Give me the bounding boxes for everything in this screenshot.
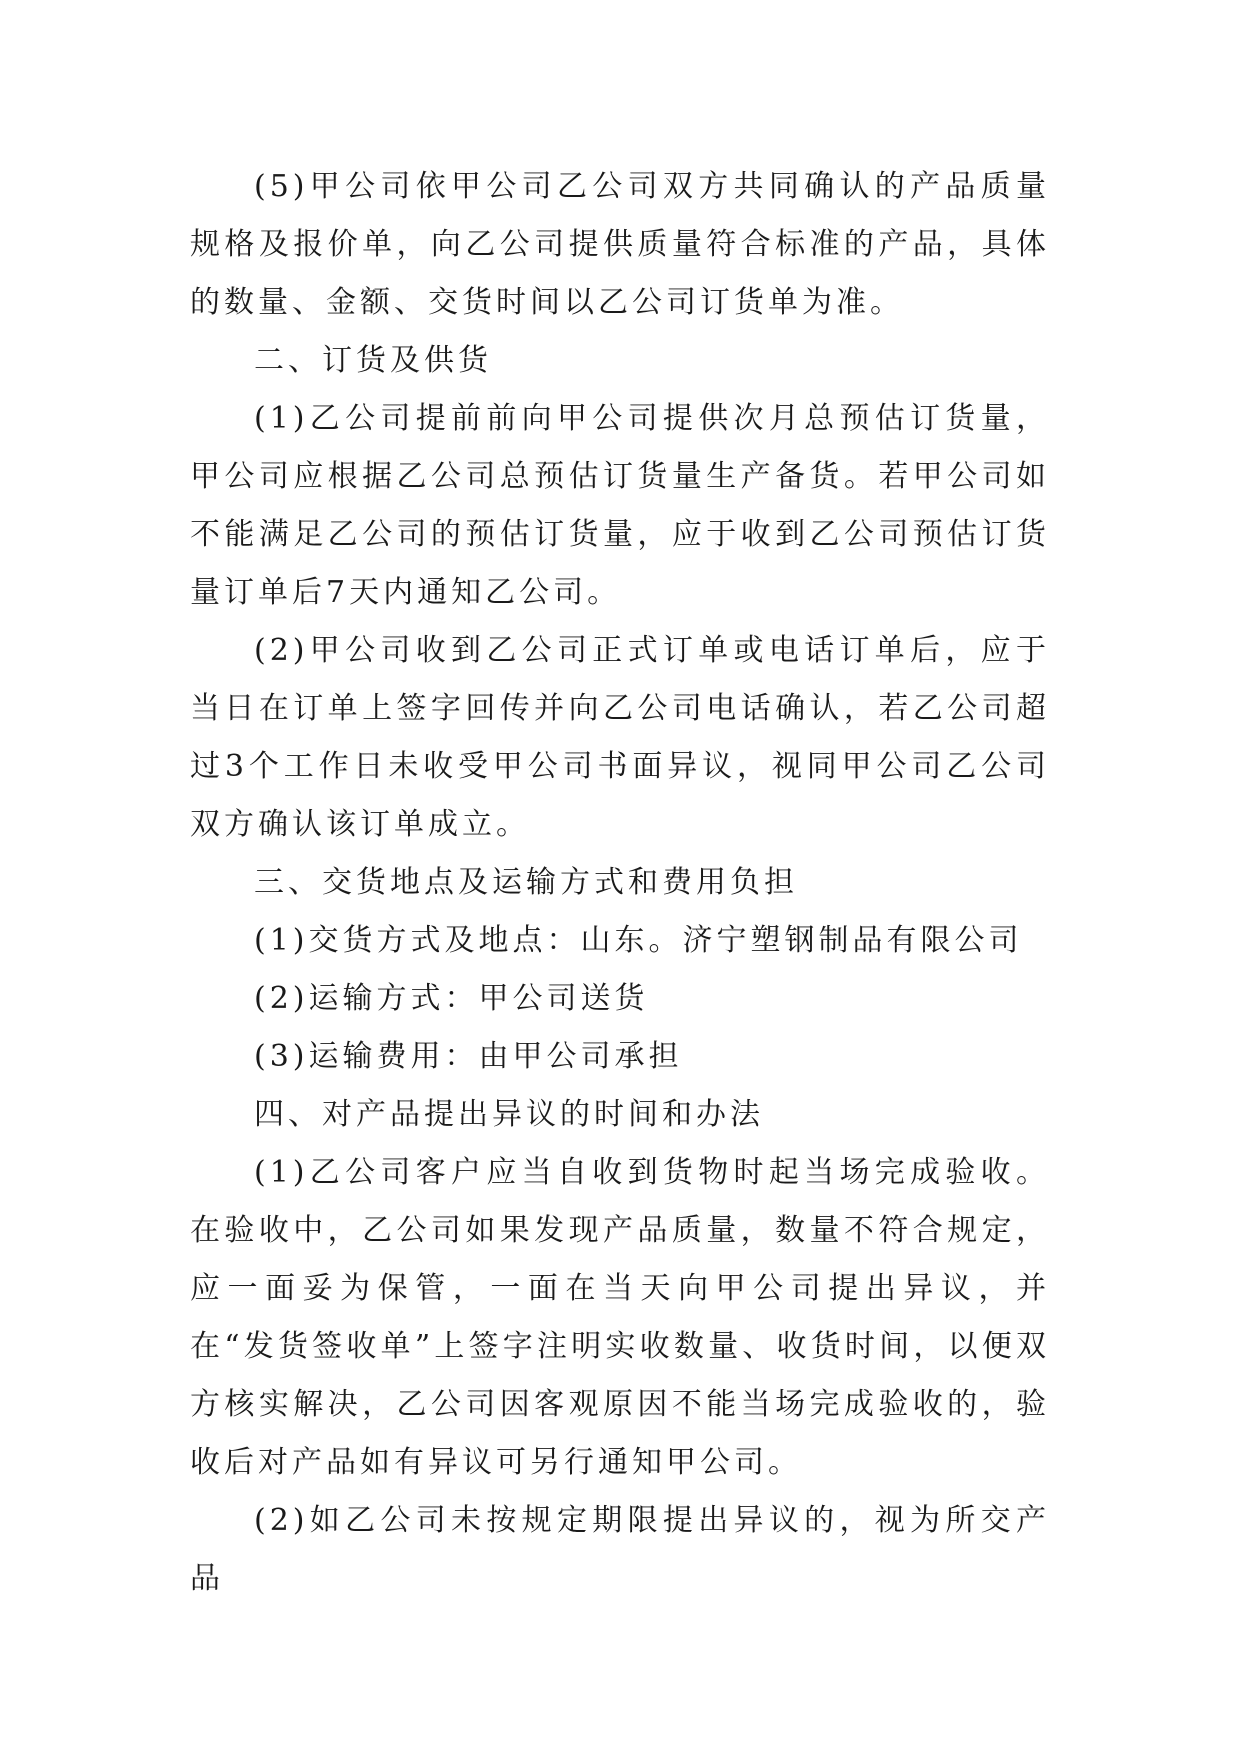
paragraph-transport-cost: (3)运输费用：由甲公司承担: [254, 1039, 683, 1074]
section-heading-objections: 四、对产品提出异议的时间和办法: [254, 1097, 764, 1132]
paragraph-objections-1: (1)乙公司客户应当自收到货物时起当场完成验收。在验收中，乙公司如果发现产品质量，数量不符合规定，应一面妥为保管，一面在当天向甲公司提出异议，并在“发货签收单”上签字注明实收数量、收货时间，以便双方核实解决，乙公司因客观原因不能当场完成验收的，验收后对产品如有异议可另行通知甲公司。: [190, 1155, 1050, 1480]
paragraph-objections-2: (2)如乙公司未按规定期限提出异议的，视为所交产品: [190, 1503, 1050, 1596]
paragraph-ordering-1: (1)乙公司提前前向甲公司提供次月总预估订货量，甲公司应根据乙公司总预估订货量生产备货。若甲公司如不能满足乙公司的预估订货量，应于收到乙公司预估订货量订单后7天内通知乙公司。: [190, 401, 1050, 610]
paragraph-ordering-2: (2)甲公司收到乙公司正式订单或电话订单后，应于当日在订单上签字回传并向乙公司电话确认，若乙公司超过3个工作日未收受甲公司书面异议，视同甲公司乙公司双方确认该订单成立。: [190, 633, 1050, 842]
paragraph-item-5-quality-spec: (5)甲公司依甲公司乙公司双方共同确认的产品质量规格及报价单，向乙公司提供质量符合标准的产品，具体的数量、金额、交货时间以乙公司订货单为准。: [190, 169, 1050, 320]
paragraph-delivery-location: (1)交货方式及地点：山东。济宁塑钢制品有限公司: [254, 923, 1023, 958]
paragraph-transport-method: (2)运输方式：甲公司送货: [254, 981, 649, 1016]
section-heading-ordering-supply: 二、订货及供货: [254, 343, 492, 378]
section-heading-delivery-transport: 三、交货地点及运输方式和费用负担: [254, 865, 798, 900]
document-body: [190, 158, 1050, 1608]
